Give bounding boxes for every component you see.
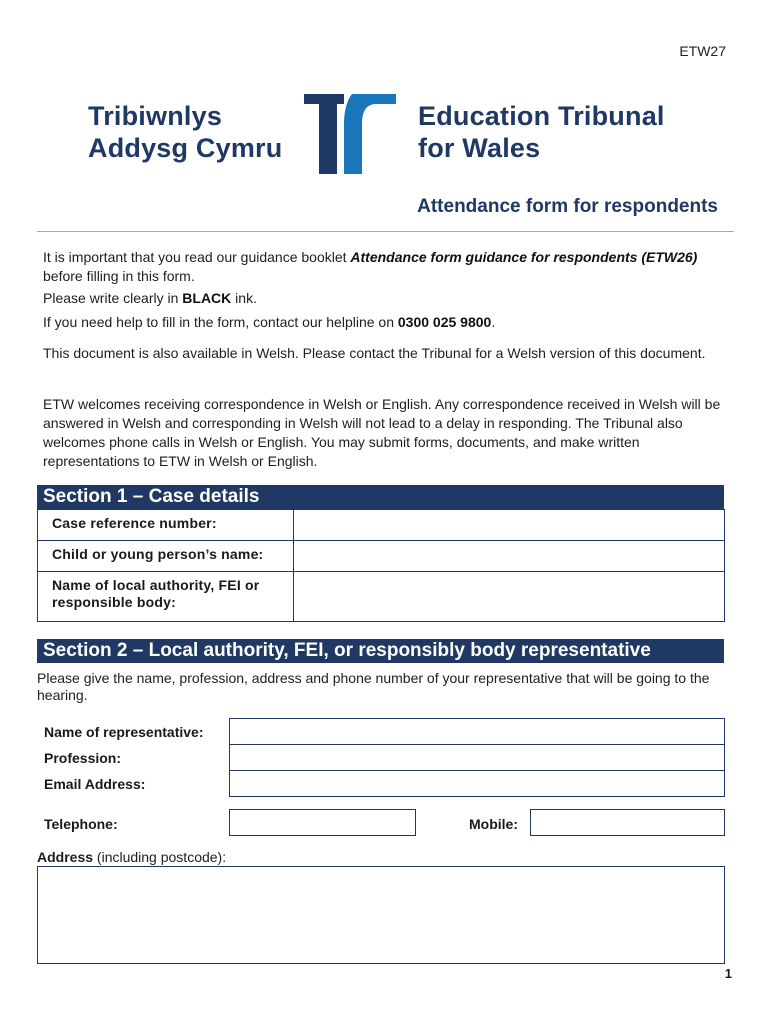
case-reference-label: Case reference number: (38, 510, 294, 541)
child-name-row (38, 541, 725, 572)
guidance-booklet-title: Attendance form guidance for respondents (ETW26) (350, 249, 698, 265)
representative-name-field[interactable] (229, 718, 725, 745)
email-label: Email Address: (44, 776, 146, 792)
form-code: ETW27 (679, 43, 726, 59)
language-policy-paragraph: ETW welcomes receiving correspondence in Welsh or English. Any correspondence received in Welsh will be answered in Welsh and corresponding in Welsh will not lead to a delay in responding. The Tribunal also welcomes phone calls in Welsh or English. You may submit forms, documents, and make written representations to ETW in Welsh or English. (43, 396, 721, 469)
address-field[interactable] (37, 866, 725, 964)
profession-label: Profession: (44, 750, 122, 766)
address-label-line (37, 849, 226, 866)
local-authority-label: Name of local authority, FEI or responsible body: (38, 572, 294, 622)
logo-welsh-line2: Addysg Cymru (88, 133, 283, 163)
child-name-label: Child or young person’s name: (38, 541, 294, 572)
mobile-field[interactable] (530, 809, 725, 836)
intro-guidance-paragraph (43, 248, 723, 286)
welsh-availability-paragraph: This document is also available in Welsh. Please contact the Tribunal for a Welsh version of this document. (43, 345, 706, 361)
ink-instruction (43, 289, 723, 308)
telephone-field[interactable] (229, 809, 416, 836)
representative-name-label: Name of representative: (44, 724, 204, 740)
section1-heading: Section 1 – Case details (37, 485, 724, 509)
logo-english-line2: for Wales (418, 133, 541, 163)
logo-welsh-line1: Tribiwnlys (88, 101, 223, 131)
profession-field[interactable] (229, 744, 725, 771)
intro-text: ink. (231, 290, 257, 306)
child-name-field[interactable] (294, 541, 725, 572)
black-emphasis: BLACK (182, 290, 232, 306)
logo-welsh-name (88, 100, 282, 164)
case-reference-row (38, 510, 725, 541)
tribunal-logo-mark-icon (304, 94, 396, 174)
helpline-number: 0300 025 9800 (397, 314, 492, 330)
address-label: Address (37, 849, 94, 865)
intro-text: It is important that you read our guidance booklet (43, 249, 351, 265)
email-field[interactable] (229, 770, 725, 797)
address-hint: (including postcode): (93, 849, 227, 865)
intro-text: . (491, 314, 496, 330)
local-authority-row (38, 572, 725, 622)
helpline-paragraph (43, 313, 723, 332)
local-authority-field[interactable] (294, 572, 725, 622)
intro-text: before filling in this form. (43, 268, 195, 284)
mobile-label: Mobile: (469, 816, 518, 832)
case-reference-field[interactable] (294, 510, 725, 541)
section2-heading: Section 2 – Local authority, FEI, or responsibly body representative (37, 639, 724, 663)
title-divider (37, 231, 734, 232)
logo-english-name (418, 100, 665, 164)
page-number: 1 (724, 966, 732, 981)
intro-text: If you need help to fill in the form, contact our helpline on (43, 314, 398, 330)
telephone-label: Telephone: (44, 816, 118, 832)
section2-instructions: Please give the name, profession, address and phone number of your representative that will be going to the hearing. (37, 670, 710, 703)
case-details-table (37, 509, 725, 622)
page-title: Attendance form for respondents (417, 196, 718, 217)
intro-text: Please write clearly in (43, 290, 183, 306)
logo-english-line1: Education Tribunal (418, 101, 665, 131)
